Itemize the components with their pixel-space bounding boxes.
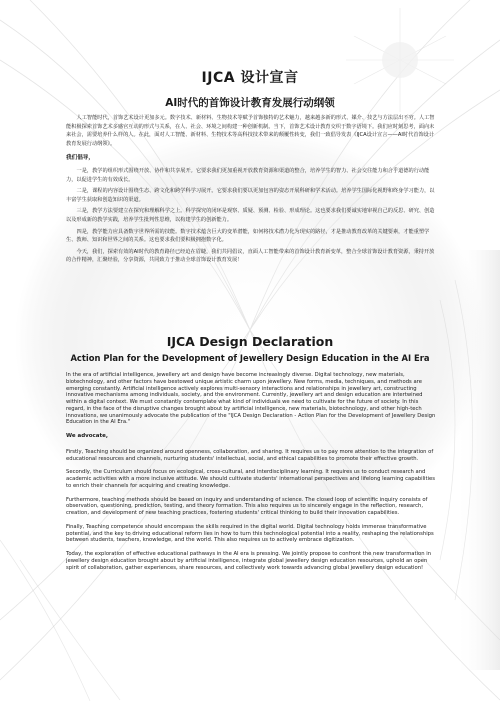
en-point-3: Furthermore, teaching methods should be based on inquiry and understanding of science. The closed loop of scientific inquiry consists of observation, questioning, prediction, testing, and theory formation. This also requires us to sincerely engage in the reflection, research, creation, and development of new teaching practices, fostering students' critical thinking to build their innovation capabilities. xyxy=(66,496,428,516)
cn-intro-paragraph: 人工智能时代，首饰艺术设计更加多元。数字技术、新材料、生物技术等赋予首饰独特的艺术魅力，越来越多新的形式、媒介、技艺与方法层出不穷。人工智能积极探索首饰艺术多感官互动的形式与关系，在人、社会、环境之间构建一种创新机制。当下，首饰艺术设计教育交织于数字语境下。我们应时刻思考，面向未来社会，需要培养什么样的人。在此，面对人工智能、新材料、生物技术等高科技技术带来的颠覆性转变，我们一致倡导发表《IJCA设计宣言——AI时代首饰设计教育发展行动纲领》。 xyxy=(66,115,435,147)
cn-point-1: 一是，教学的组织形式围绕开放、协作和共享展开。它要求我们更加重视开放教育资源和渠道的整合，培养学生的智力、社会交往能力和合乎道德的行动能力，以促进学生的有效成长。 xyxy=(66,167,430,183)
cn-body xyxy=(66,114,436,268)
cn-subtitle: AI时代的首饰设计教育发展行动纲领 xyxy=(165,97,335,109)
cn-closing-paragraph: 今天，我们，探索有效的AI时代的教育路径已经迫在眉睫，我们共同倡议，直面人工智能带来的首饰设计教育新变革，整合全球首饰设计教育资源，秉持开放的合作精神，汇聚经验，分享资源，共同致力于推动全球首饰设计教育发展！ xyxy=(66,248,435,264)
cn-point-4: 四是，教学能力应具备数字世界所需的技能。数字技术蕴含巨大的变革潜能，如何将技术潜力化为现实的路径，才是推动教育改革的关键要素，才能重塑学生、教师、知识和世界之间的关系。这也要求我们要积极拥抱数字化。 xyxy=(66,228,430,244)
en-subtitle: Action Plan for the Development of Jewellery Design Education in the AI Era xyxy=(70,353,430,363)
cn-title: IJCA 设计宣言 xyxy=(201,70,299,86)
en-advocate-lead: We advocate, xyxy=(66,433,108,439)
cn-advocate-lead: 我们倡导， xyxy=(66,155,94,162)
en-title: IJCA Design Declaration xyxy=(166,334,334,349)
en-closing-paragraph: Today, the exploration of effective educational pathways in the AI era is pressing. We jointly propose to confront the new transformation in jewellery design education brought about by artificial intelligence, integrate global jewellery design education resources, uphold an open spirit of collaboration, gather experiences, share resources, and collectively work towards advancing global jewellery design education! xyxy=(66,551,432,571)
en-point-2: Secondly, the Curriculum should focus on ecological, cross-cultural, and interdisciplinary learning. It requires us to conduct research and academic activities with a more inclusive attitude. We should cultivate students' international perspectives and lifelong learning capabilities to enrich their channels for acquiring and creating knowledge. xyxy=(66,469,435,489)
cn-point-2: 二是，课程的内容设计围绕生态、跨文化和跨学科学习展开。它要求我们要以更加包容的姿态开展科研和学术活动。培养学生国际化视野和终身学习能力，以丰富学生获取和创造知识的渠道。 xyxy=(66,188,435,203)
cn-point-3: 三是，教学方法要建立在探究和理解科学之上。科学探究的闭环是观察、质疑、预测、检验、形成理论。这也要求我们要诚实地审视自己的反思、研究、创造以及形成新的教学实践，培养学生批判性思维，以构建学生的创新能力。 xyxy=(66,208,435,223)
en-point-4: Finally, Teaching competence should encompass the skills required in the digital world. Digital technology holds immense transformative potential, and the key to driving educational reform lies in how to turn this technological potential into a reality, reshaping the relationships between students, teachers, knowledge, and the world. This also requires us to actively embrace digitization. xyxy=(66,523,434,544)
en-intro-paragraph: In the era of artificial intelligence, jewellery art and design have become increasingly diverse. Digital technology, new materials, biotechnology, and other factors have bestowed unique artistic charm upon jewellery. New forms, media, techniques, and methods are emerging constantly. Artificial intelligence actively explores multi-sensory interactions and relationships in jewellery art, constructing innovative mechanisms among individuals, society, and the environment. Currently, jewellery art and design education are intertwined within a digital context. We must constantly contemplate what kind of individuals we need to cultivate for the future of society. In this regard, in the face of the disruptive changes brought about by artificial intelligence, new materials, biotechnology, and other high-tech innovations, we unanimously advocate the publication of the "IJCA Design Declaration - Action Plan for the Development of Jewellery Design Education in the AI Era." xyxy=(66,372,436,426)
en-body xyxy=(66,372,436,578)
en-point-1: Firstly, Teaching should be organized around openness, collaboration, and sharing. It requires us to pay more attention to the integration of educational resources and channels, nurturing students' intellectual, social, and ethical capabilities to promote their effective growth. xyxy=(66,448,434,462)
